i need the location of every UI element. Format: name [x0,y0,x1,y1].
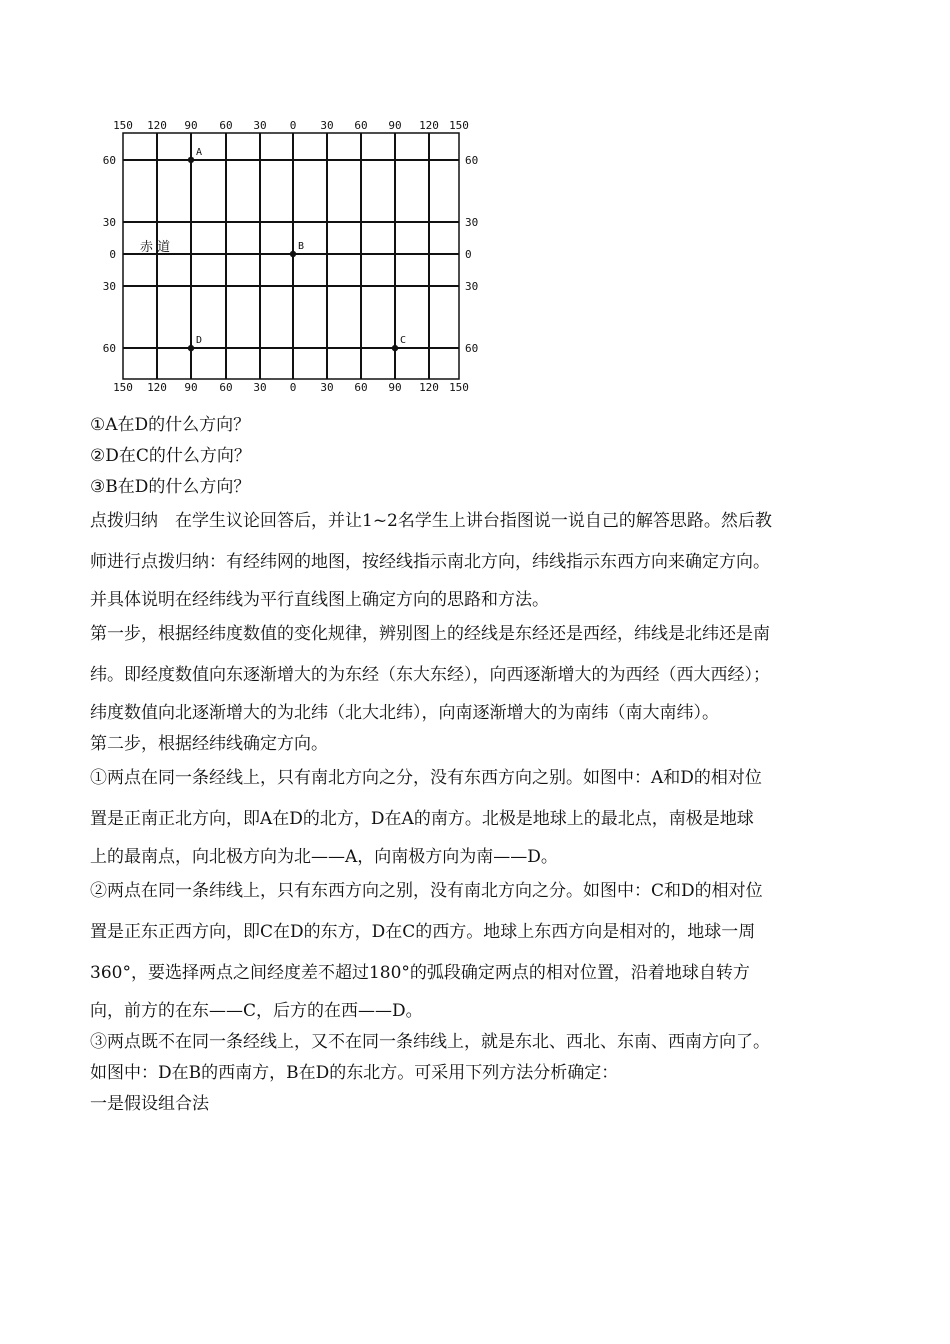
text-line: 纬度数值向北逐渐增大的为北纬（北大北纬），向南逐渐增大的为南纬（南大南纬）。 [90,703,719,723]
longitude-tick-bottom: 150 [449,381,469,394]
equator-label: 赤 道 [140,240,171,255]
text-line: 向，前方的在东——C，后方的在西——D。 [90,1001,423,1021]
point-marker-a [188,157,194,163]
point-label-d: D [196,335,203,347]
text-line: ①两点在同一条经线上，只有南北方向之分，没有东西方向之别。如图中：A和D的相对位 [90,768,762,788]
longitude-tick-bottom: 120 [419,381,439,394]
text-line: ①A在D的什么方向？ [90,415,251,435]
longitude-tick-top: 90 [184,119,198,132]
lat-lon-grid-figure [100,110,480,400]
text-line: 360°，要选择两点之间经度差不超过180°的弧段确定两点的相对位置，沿着地球自转方 [90,963,750,983]
point-marker-c [392,345,398,351]
text-line: 并具体说明在经纬线为平行直线图上确定方向的思路和方法。 [90,590,549,610]
longitude-tick-top: 30 [320,119,334,132]
longitude-tick-top: 60 [354,119,368,132]
longitude-tick-top: 60 [219,119,233,132]
document-body [90,410,880,1120]
text-line: 置是正东正西方向，即C在D的东方，D在C的西方。地球上东西方向是相对的，地球一周 [90,922,756,942]
text-line: 上的最南点，向北极方向为北——A，向南极方向为南——D。 [90,847,558,867]
latitude-tick-right: 30 [465,216,479,229]
latitude-tick-left: 0 [109,248,116,261]
longitude-tick-bottom: 30 [253,381,267,394]
point-label-c: C [400,335,407,347]
longitude-tick-bottom: 120 [147,381,167,394]
longitude-tick-top: 30 [253,119,267,132]
text-line: ②两点在同一条纬线上，只有东西方向之别，没有南北方向之分。如图中：C和D的相对位 [90,881,763,901]
text-line: 点拨归纳 在学生议论回答后，并让1~2名学生上讲台指图说一说自己的解答思路。然后教 [90,511,772,531]
latitude-tick-left: 30 [102,216,116,229]
latitude-tick-right: 30 [465,280,479,293]
latitude-tick-left: 60 [102,342,116,355]
point-marker-b [290,251,296,257]
longitude-tick-top: 120 [147,119,167,132]
longitude-tick-bottom: 60 [354,381,368,394]
text-line: 第一步，根据经纬度数值的变化规律，辨别图上的经线是东经还是西经，纬线是北纬还是南 [90,624,770,644]
latitude-tick-right: 0 [465,248,472,261]
grid-svg [100,110,480,400]
latitude-tick-right: 60 [465,154,479,167]
latitude-tick-left: 60 [102,154,116,167]
longitude-tick-top: 150 [449,119,469,132]
longitude-tick-top: 0 [289,119,297,132]
latitude-tick-right: 60 [465,342,479,355]
text-line: 第二步，根据经纬线确定方向。 [90,734,328,754]
text-line: 如图中：D在B的西南方，B在D的东北方。可采用下列方法分析确定： [90,1063,619,1083]
text-line: ③两点既不在同一条经线上，又不在同一条纬线上，就是东北、西北、东南、西南方向了。 [90,1032,770,1052]
longitude-tick-bottom: 150 [113,381,133,394]
longitude-tick-bottom: 90 [388,381,402,394]
text-line: 一是假设组合法 [90,1094,209,1114]
text-line: 纬。即经度数值向东逐渐增大的为东经（东大东经），向西逐渐增大的为西经（西大西经）； [90,665,770,685]
longitude-tick-bottom: 0 [289,381,297,394]
text-line: ②D在C的什么方向？ [90,446,251,466]
longitude-tick-top: 150 [113,119,133,132]
latitude-tick-left: 30 [102,280,116,293]
text-line: 师进行点拨归纳：有经纬网的地图，按经线指示南北方向，纬线指示东西方向来确定方向。 [90,552,770,572]
longitude-tick-bottom: 90 [184,381,198,394]
longitude-tick-bottom: 60 [219,381,233,394]
longitude-tick-top: 90 [388,119,402,132]
point-label-b: B [298,241,305,252]
longitude-tick-top: 120 [419,119,439,132]
longitude-tick-bottom: 30 [320,381,334,394]
point-marker-d [188,345,194,351]
point-label-a: A [196,146,203,158]
text-line: 置是正南正北方向，即A在D的北方，D在A的南方。北极是地球上的最北点，南极是地球 [90,809,754,829]
text-line: ③B在D的什么方向？ [90,477,251,497]
